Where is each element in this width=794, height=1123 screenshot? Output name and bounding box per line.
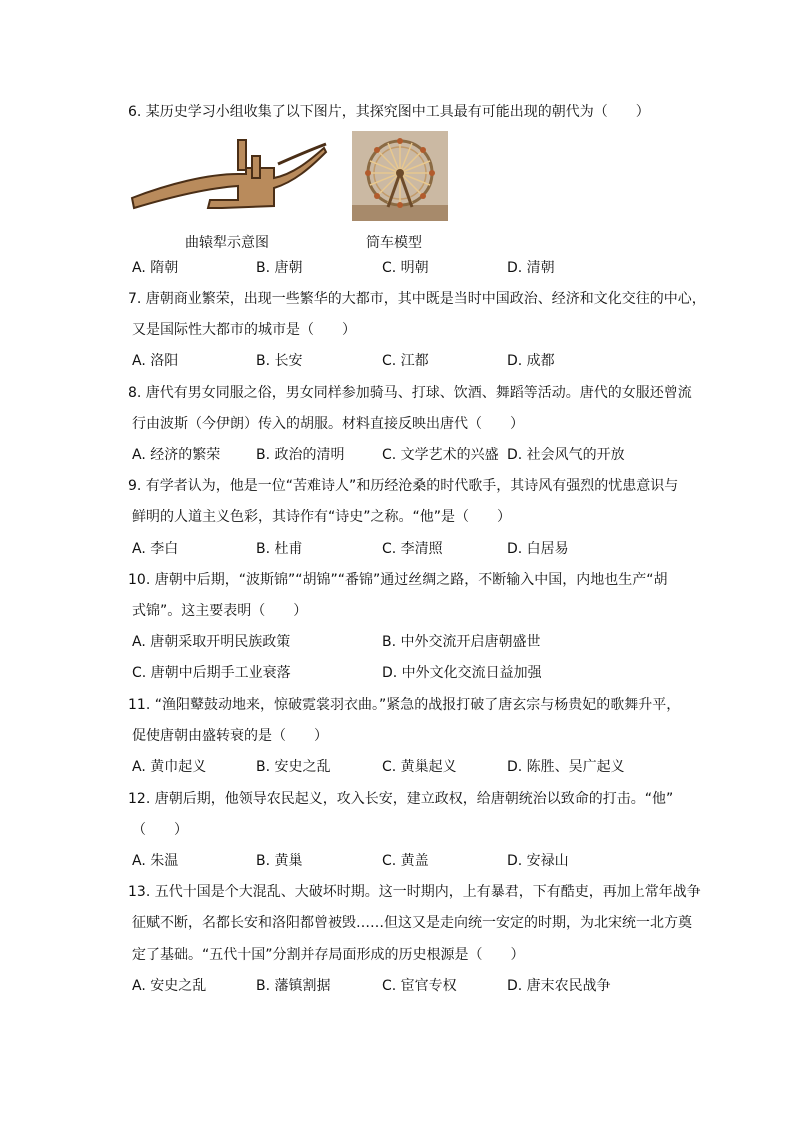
q13-line1: 13. 五代十国是个大混乱、大破坏时期。这一时期内，上有暴君，下有酷吏，再加上常年战争 [128,884,701,900]
q10-option-c: C. 唐朝中后期手工业衰落 [132,665,291,681]
q11-line1: 11. “渔阳鼙鼓动地来，惊破霓裳羽衣曲。”紧急的战报打破了唐玄宗与杨贵妃的歌舞升平， [128,697,681,713]
q13-option-d: D. 唐末农民战争 [507,978,611,994]
q7-option-a: A. 洛阳 [132,353,179,369]
q8-option-c: C. 文学艺术的兴盛 [382,447,499,463]
q8-option-a: A. 经济的繁荣 [132,447,221,463]
q11-line2: 促使唐朝由盛转衰的是（ ） [132,728,328,744]
q11-option-d: D. 陈胜、吴广起义 [507,759,625,775]
q12-option-b: B. 黄巢 [256,853,303,869]
q6-option-b: B. 唐朝 [256,260,303,276]
q6-option-c: C. 明朝 [382,260,429,276]
q6-option-a: A. 隋朝 [132,260,179,276]
q8-line1: 8. 唐代有男女同服之俗，男女同样参加骑马、打球、饮酒、舞蹈等活动。唐代的女服还曾流 [128,385,692,401]
water-wheel-model-image [352,131,448,221]
q13-option-b: B. 藩镇割据 [256,978,331,994]
q6-stem: 6. 某历史学习小组收集了以下图片，其探究图中工具最有可能出现的朝代为（ ） [128,104,650,120]
q8-option-d: D. 社会风气的开放 [507,447,625,463]
q9-line2: 鲜明的人道主义色彩，其诗作有“诗史”之称。“他”是（ ） [132,509,512,525]
q7-option-c: C. 江都 [382,353,429,369]
q12-option-a: A. 朱温 [132,853,179,869]
q10-line2: 式锦”。这主要表明（ ） [132,603,308,619]
q10-line1: 10. 唐朝中后期，“波斯锦”“胡锦”“番锦”通过丝绸之路，不断输入中国，内地也生产“胡 [128,572,668,588]
q7-line2: 又是国际性大都市的城市是（ ） [132,322,356,338]
q12-line2: （ ） [132,822,188,838]
q7-option-b: B. 长安 [256,353,303,369]
q12-option-c: C. 黄盖 [382,853,429,869]
q10-option-d: D. 中外文化交流日益加强 [382,665,542,681]
q9-option-c: C. 李清照 [382,541,443,557]
q13-option-c: C. 宦官专权 [382,978,457,994]
q9-option-d: D. 白居易 [507,541,569,557]
q9-option-a: A. 李白 [132,541,179,557]
image1-caption: 曲辕犁示意图 [185,235,269,251]
curved-plow-image [128,134,330,214]
q10-option-a: A. 唐朝采取开明民族政策 [132,634,291,650]
q12-line1: 12. 唐朝后期，他领导农民起义，攻入长安，建立政权，给唐朝统治以致命的打击。“他” [128,791,674,807]
q13-line2: 征赋不断，名都长安和洛阳都曾被毁……但这又是走向统一安定的时期，为北宋统一北方奠 [132,915,692,931]
q6-option-d: D. 清朝 [507,260,555,276]
q11-option-c: C. 黄巢起义 [382,759,457,775]
image2-caption: 筒车模型 [366,235,422,251]
q7-option-d: D. 成都 [507,353,555,369]
q10-option-b: B. 中外交流开启唐朝盛世 [382,634,541,650]
q11-option-a: A. 黄巾起义 [132,759,207,775]
q8-option-b: B. 政治的清明 [256,447,345,463]
q13-line3: 定了基础。“五代十国”分割并存局面形成的历史根源是（ ） [132,947,525,963]
q9-option-b: B. 杜甫 [256,541,303,557]
q13-option-a: A. 安史之乱 [132,978,207,994]
q12-option-d: D. 安禄山 [507,853,569,869]
q7-line1: 7. 唐朝商业繁荣，出现一些繁华的大都市，其中既是当时中国政治、经济和文化交往的中心， [128,291,706,307]
q9-line1: 9. 有学者认为，他是一位“苦难诗人”和历经沧桑的时代歌手，其诗风有强烈的忧患意识与 [128,478,679,494]
q11-option-b: B. 安史之乱 [256,759,331,775]
q8-line2: 行由波斯（今伊朗）传入的胡服。材料直接反映出唐代（ ） [132,416,524,432]
